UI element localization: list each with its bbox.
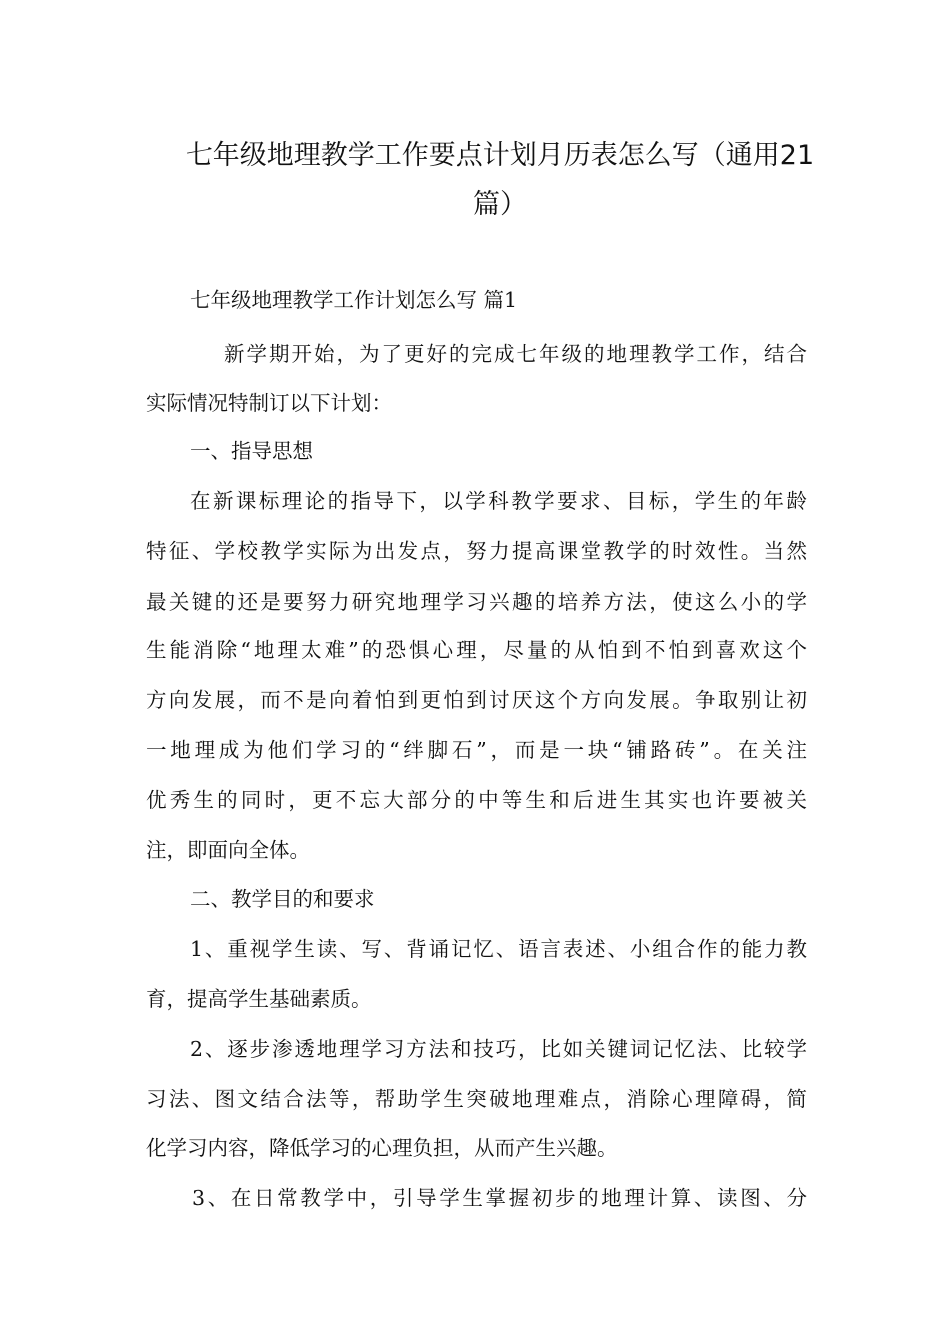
heading-teaching-goals: 二、教学目的和要求 [190,887,375,911]
paragraph-1-line-1: 在新课标理论的指导下，以学科教学要求、目标，学生的年龄 [190,489,807,513]
paragraph-1-line-6: 一地理成为他们学习的“绊脚石”，而是一块“铺路砖”。在关注 [146,738,807,762]
paragraph-1-line-8: 注，即面向全体。 [146,838,310,862]
item-3-line-1: 3、在日常教学中，引导学生掌握初步的地理计算、读图、分 [192,1186,807,1210]
paragraph-1-line-2: 特征、学校教学实际为出发点，努力提高课堂教学的时效性。当然 [146,539,807,563]
document-title-line-1: 七年级地理教学工作要点计划月历表怎么写（通用21 [185,140,815,171]
paragraph-1-line-4: 生能消除“地理太难”的恐惧心理，尽量的从怕到不怕到喜欢这个 [146,638,807,662]
intro-line-2: 实际情况特制订以下计划： [146,391,392,415]
item-2-line-1: 2、逐步渗透地理学习方法和技巧，比如关键词记忆法、比较学 [190,1037,807,1061]
intro-line-1: 新学期开始，为了更好的完成七年级的地理教学工作，结合 [224,342,807,366]
paragraph-1-line-7: 优秀生的同时，更不忘大部分的中等生和后进生其实也许要被关 [146,788,807,812]
item-1-line-1: 1、重视学生读、写、背诵记忆、语言表述、小组合作的能力教 [190,937,807,961]
item-2-line-3: 化学习内容，降低学习的心理负担，从而产生兴趣。 [146,1136,618,1160]
paragraph-1-line-5: 方向发展，而不是向着怕到更怕到讨厌这个方向发展。争取别让初 [146,688,807,712]
section-heading: 七年级地理教学工作计划怎么写 篇1 [190,288,518,312]
item-1-line-2: 育，提高学生基础素质。 [146,987,372,1011]
item-2-line-2: 习法、图文结合法等，帮助学生突破地理难点，消除心理障碍，简 [146,1087,807,1111]
document-title-line-2: 篇） [473,189,527,220]
paragraph-1-line-3: 最关键的还是要努力研究地理学习兴趣的培养方法，使这么小的学 [146,590,807,614]
heading-guiding-ideas: 一、指导思想 [190,439,313,463]
